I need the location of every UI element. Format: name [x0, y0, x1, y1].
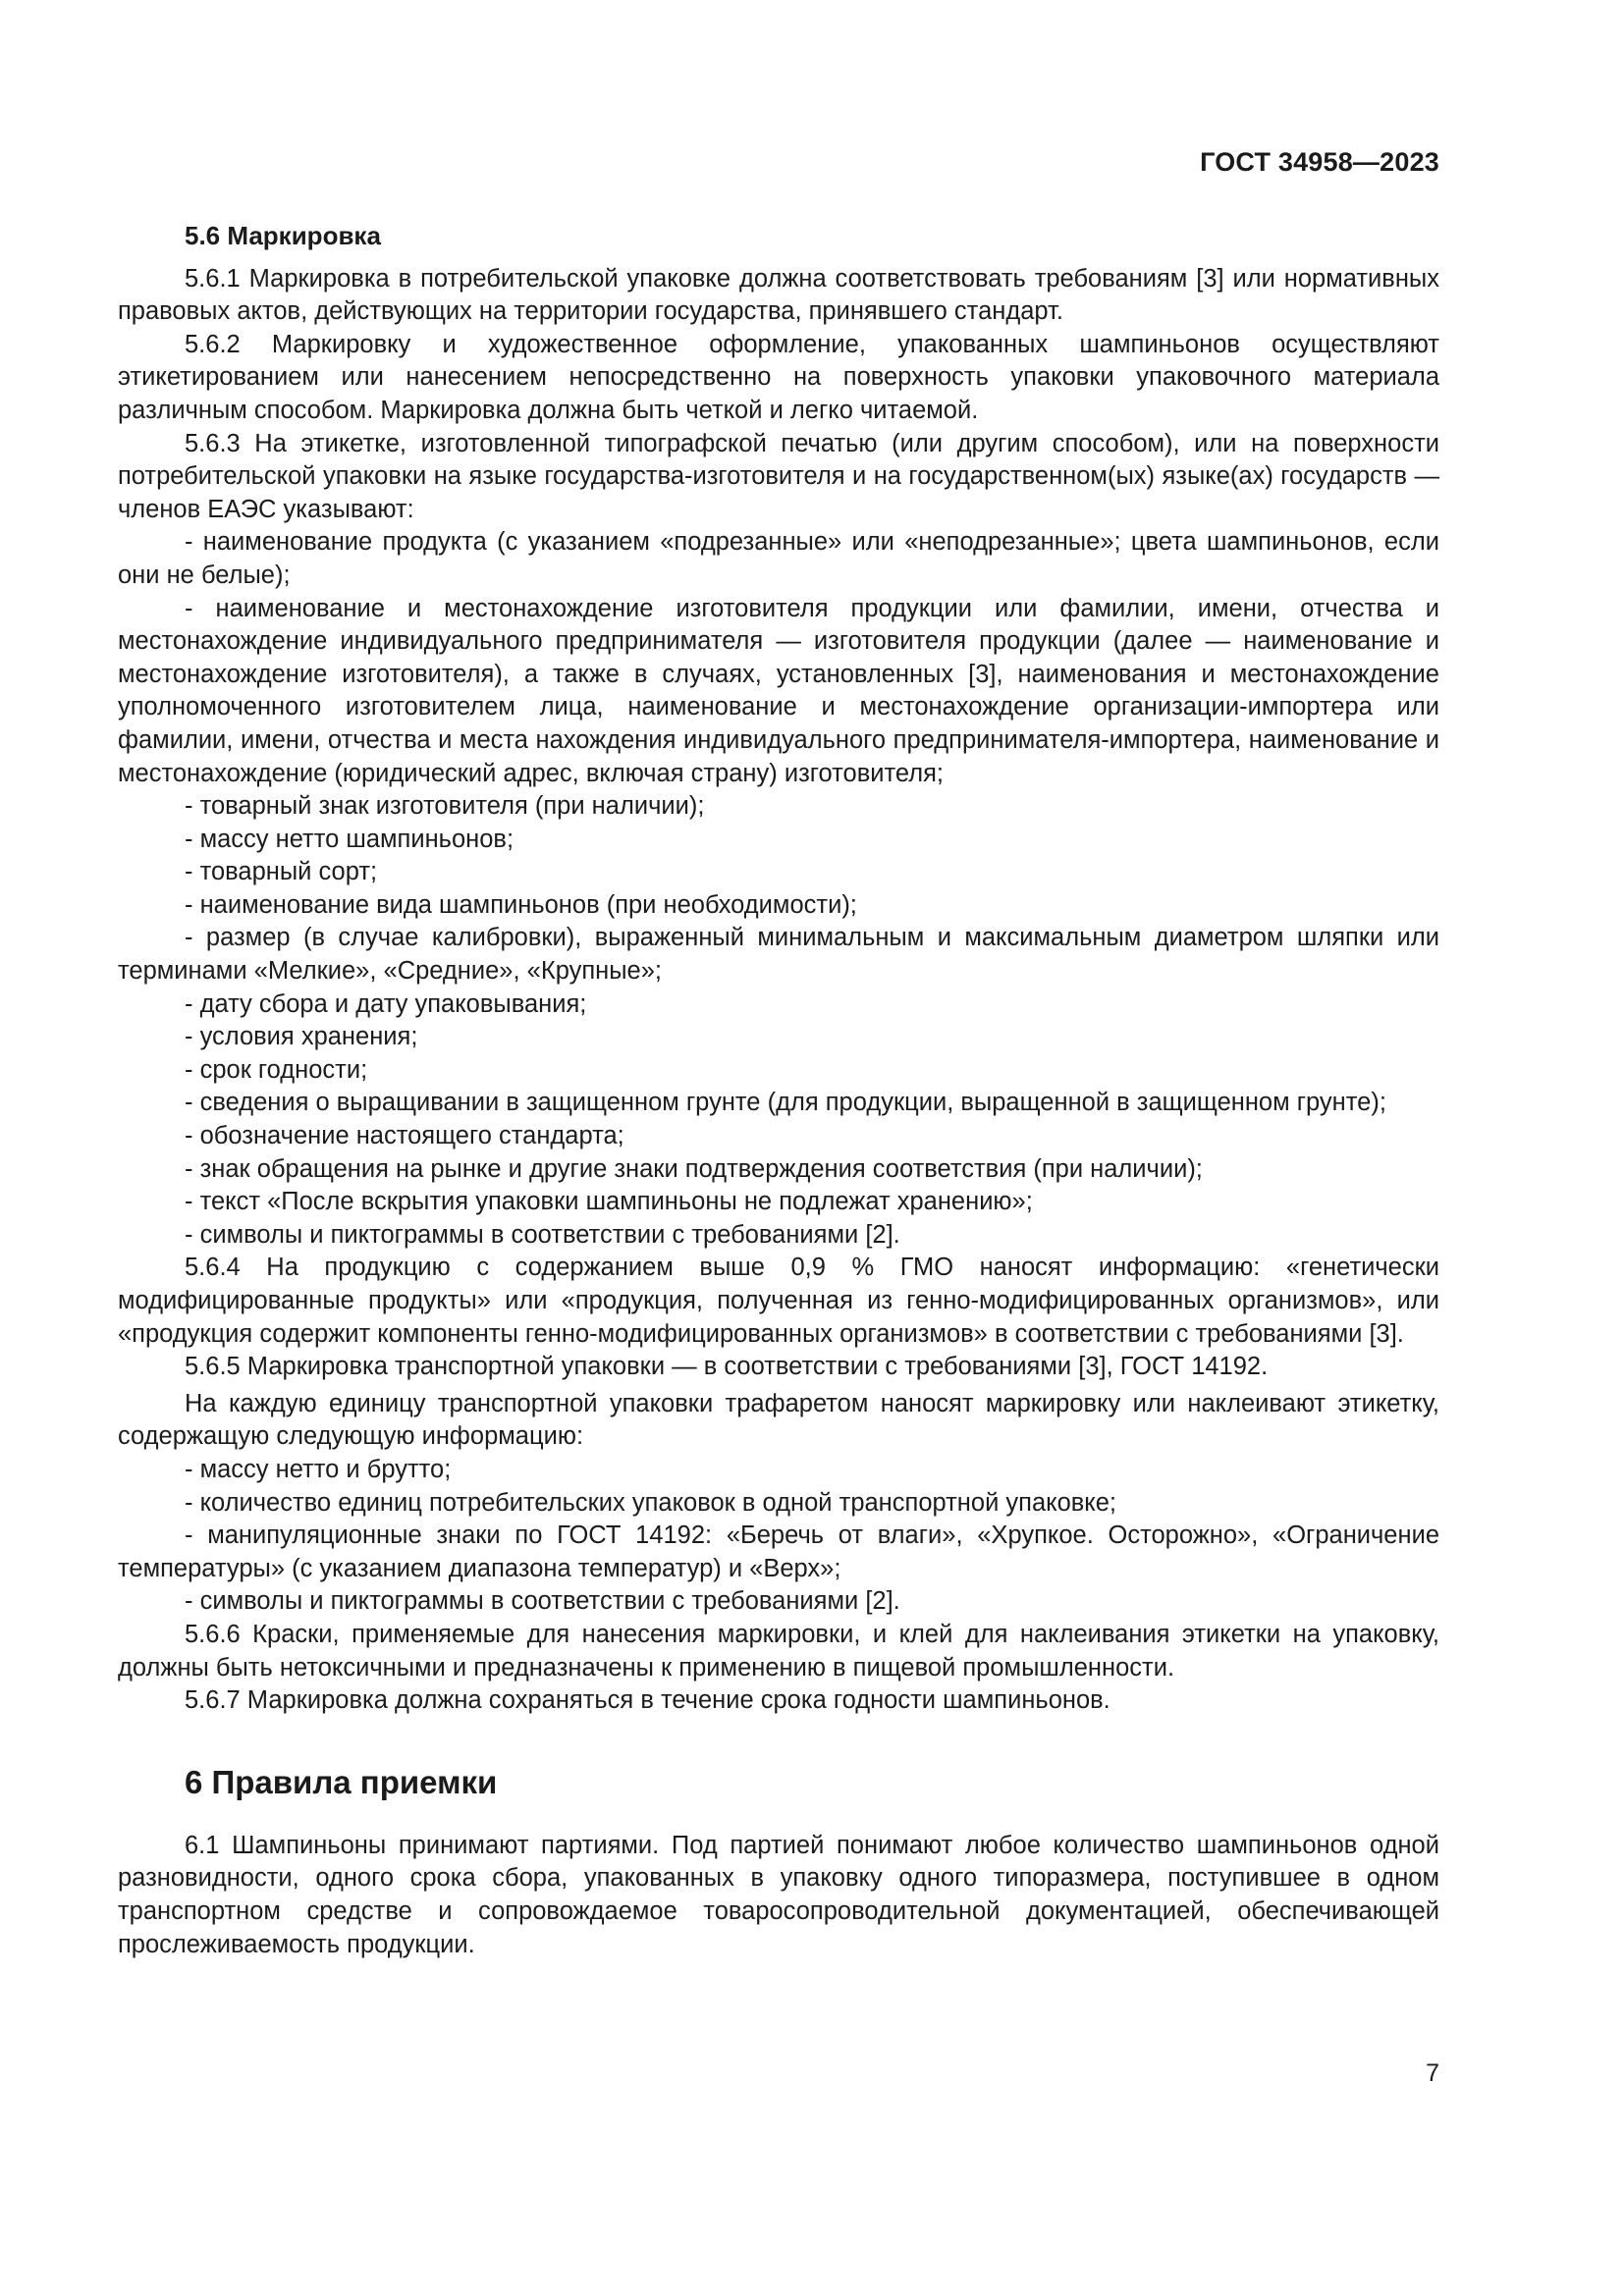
- standard-designation: ГОСТ 34958—2023: [1200, 147, 1439, 177]
- list-item: - знак обращения на рынке и другие знаки подтверждения соответствия (при наличии);: [185, 1154, 1203, 1183]
- list-item: - срок годности;: [185, 1055, 368, 1084]
- paragraph-5-6-5-continuation: На каждую единицу транспортной упаковки трафаретом наносят маркировку или наклеивают этикетку, содержащую следующую информацию:: [118, 1389, 1439, 1451]
- paragraph-5-6-5: 5.6.5 Маркировка транспортной упаковки — в соответствии с требованиями [3], ГОСТ 14192.: [185, 1353, 1269, 1381]
- paragraph-5-6-1: 5.6.1 Маркировка в потребительской упаковке должна соответствовать требованиям [3] или нормативных правовых актов, действующих на территории государства, принявшего стандарт.: [118, 264, 1439, 326]
- list-item: - товарный сорт;: [185, 858, 378, 886]
- list-item: - символы и пиктограммы в соответствии с требованиями [2].: [185, 1220, 900, 1249]
- list-item: - наименование продукта (с указанием «подрезанные» или «неподрезанные»; цвета шампиньонов, если они не белые);: [118, 528, 1439, 589]
- list-item: - обозначение настоящего стандарта;: [185, 1122, 624, 1150]
- paragraph-5-6-7: 5.6.7 Маркировка должна сохраняться в течение срока годности шампиньонов.: [185, 1686, 1110, 1715]
- list-item: - наименование вида шампиньонов (при необходимости);: [185, 890, 857, 919]
- paragraph-5-6-3: 5.6.3 На этикетке, изготовленной типографской печатью (или другим способом), или на поверхности потребительской упаковки на языке государства-изготовителя и на государственном(ых) языке(ах) государств — членов ЕАЭС указывают:: [118, 429, 1439, 523]
- list-item: - количество единиц потребительских упаковок в одной транспортной упаковке;: [185, 1488, 1117, 1517]
- list-item: - размер (в случае калибровки), выраженный минимальным и максимальным диаметром шляпки или терминами «Мелкие», «Средние», «Крупные»;: [118, 924, 1439, 986]
- page-number: 7: [1426, 2059, 1439, 2087]
- list-item: - массу нетто шампиньонов;: [185, 825, 514, 853]
- list-item: - массу нетто и брутто;: [185, 1455, 452, 1483]
- list-item: - текст «После вскрытия упаковки шампиньоны не подлежат хранению»;: [185, 1188, 1033, 1216]
- subsection-title-5-6: 5.6 Маркировка: [185, 221, 381, 250]
- list-item: - манипуляционные знаки по ГОСТ 14192: «Беречь от влаги», «Хрупкое. Осторожно», «Ограничение температуры» (с указанием диапазона температур) и «Верх»;: [118, 1522, 1439, 1582]
- paragraph-6-1: 6.1 Шампиньоны принимают партиями. Под партией понимают любое количество шампиньонов одной разновидности, одного срока сбора, упакованных в упаковку одного типоразмера, поступившее в одном транспортном средстве и сопровождаемое товаросопроводительной документацией, обеспечивающей прослеживаемость продукции.: [118, 1831, 1439, 1958]
- page-content: [118, 220, 1439, 1961]
- paragraph-5-6-4: 5.6.4 На продукцию с содержанием выше 0,9 % ГМО наносят информацию: «генетически модифицированные продукты» или «продукция, полученная из генно-модифицированных организмов», или «продукция содержит компоненты генно-модифицированных организмов» в соответствии с требованиями [3].: [118, 1254, 1439, 1348]
- list-item: - дату сбора и дату упаковывания;: [185, 989, 587, 1018]
- paragraph-5-6-2: 5.6.2 Маркировку и художественное оформление, упакованных шампиньонов осуществляют этикетированием или нанесением непосредственно на поверхность упаковки упаковочного материала различным способом. Маркировка должна быть четкой и легко читаемой.: [118, 330, 1439, 424]
- list-item: - наименование и местонахождение изготовителя продукции или фамилии, имени, отчества и местонахождение индивидуального предпринимателя — изготовителя продукции (далее — наименование и местонахождение изготовителя), а также в случаях, установленных [3], наименования и местонахождение уполномоченного изготовителем лица, наименование и местонахождение организации-импортера или фамилии, имени, отчества и места нахождения индивидуального предпринимателя-импортера, наименование и местонахождение (юридический адрес, включая страну) изготовителя;: [118, 594, 1439, 787]
- section-title-6: 6 Правила приемки: [185, 1763, 498, 1800]
- list-item: - символы и пиктограммы в соответствии с требованиями [2].: [185, 1587, 900, 1616]
- paragraph-5-6-6: 5.6.6 Краски, применяемые для нанесения маркировки, и клей для наклеивания этикетки на упаковку, должны быть нетоксичными и предназначены к применению в пищевой промышленности.: [118, 1620, 1439, 1682]
- list-item: - условия хранения;: [185, 1023, 418, 1051]
- list-item: - сведения о выращивании в защищенном грунте (для продукции, выращенной в защищенном грунте);: [185, 1089, 1386, 1117]
- list-item: - товарный знак изготовителя (при наличии);: [185, 792, 705, 821]
